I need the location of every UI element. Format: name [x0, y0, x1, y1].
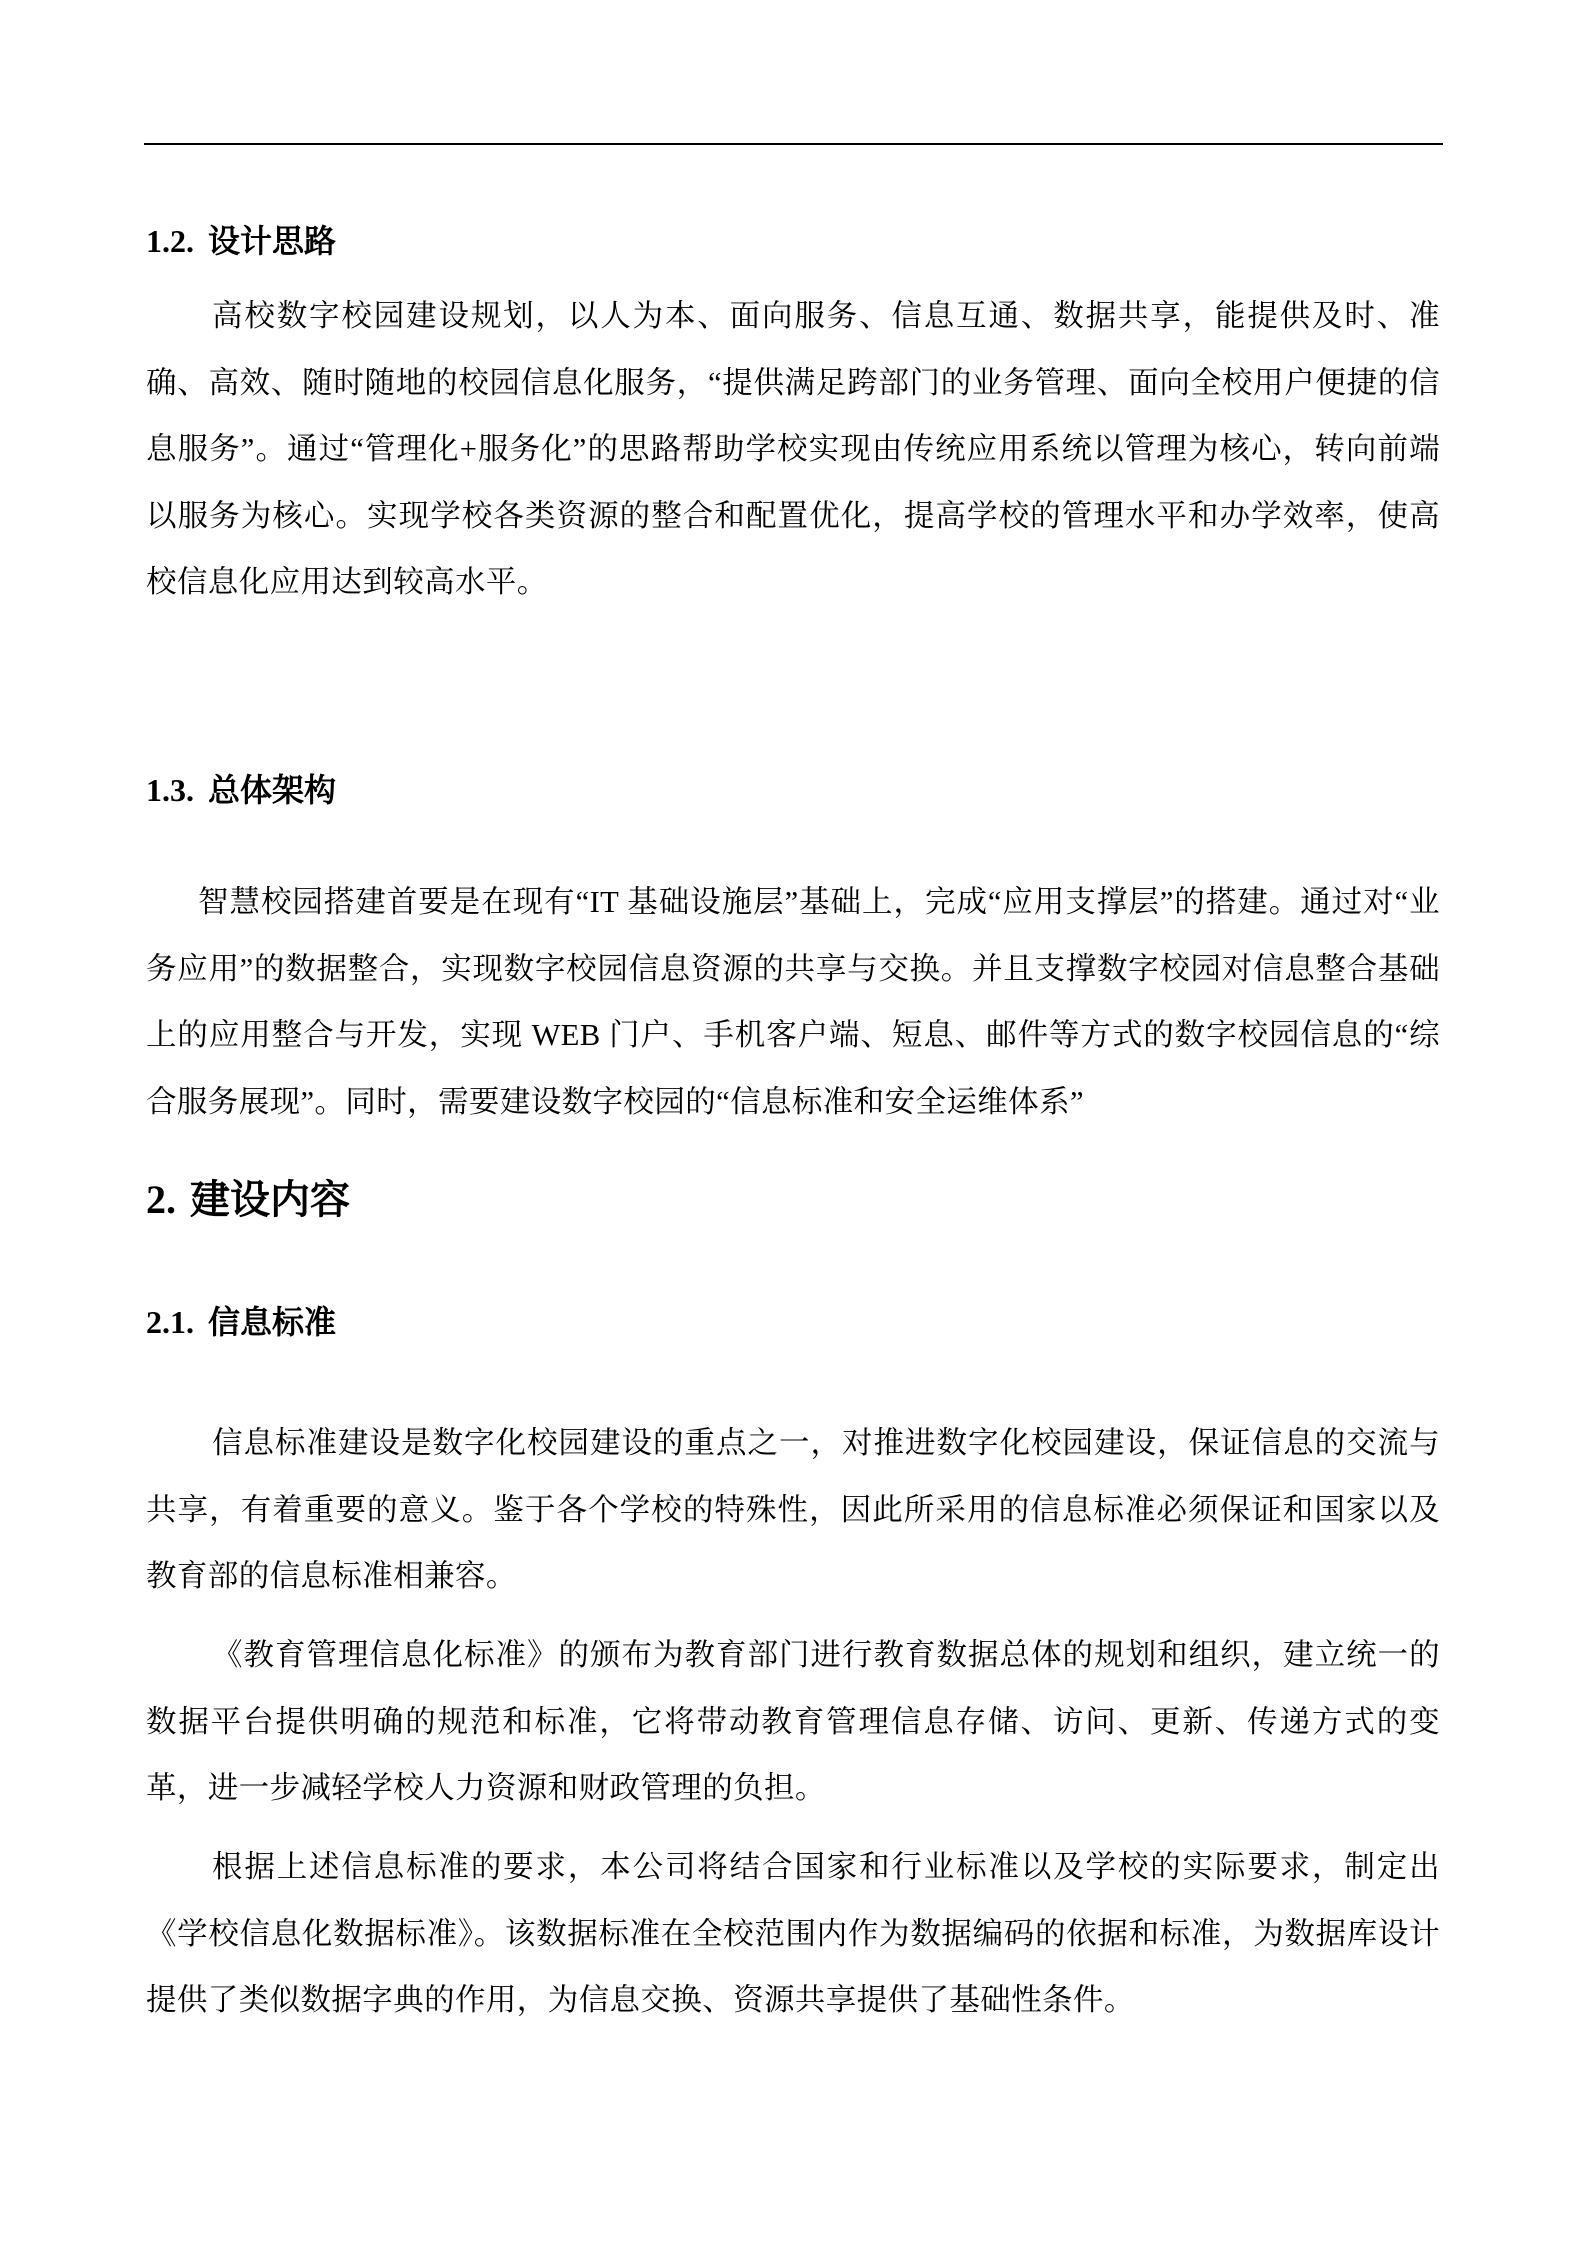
- paragraph-info-standard-3: 根据上述信息标准的要求，本公司将结合国家和行业标准以及学校的实际要求，制定出《学校信息化数据标准》。该数据标准在全校范围内作为数据编码的依据和标准，为数据库设计提供了类似数据字典的作用，为信息交换、资源共享提供了基础性条件。: [146, 1850, 1440, 2017]
- heading-title: 总体架构: [208, 771, 337, 809]
- paragraph-design-ideas: 高校数字校园建设规划，以人为本、面向服务、信息互通、数据共享，能提供及时、准确、高效、随时随地的校园信息化服务，“提供满足跨部门的业务管理、面向全校用户便捷的信息服务”。通过“管理化+服务化”的思路帮助学校实现由传统应用系统以管理为核心，转向前端以服务为核心。实现学校各类资源的整合和配置优化，提高学校的管理水平和办学效率，使高校信息化应用达到较高水平。: [146, 299, 1440, 599]
- heading-2-1: [146, 1302, 1440, 1342]
- heading-number: 1.3.: [146, 772, 194, 808]
- heading-number: 2.: [146, 1177, 176, 1222]
- paragraph-info-standard-1: 信息标准建设是数字化校园建设的重点之一，对推进数字化校园建设，保证信息的交流与共享，有着重要的意义。鉴于各个学校的特殊性，因此所采用的信息标准必须保证和国家以及教育部的信息标准相兼容。: [146, 1426, 1440, 1593]
- heading-title: 建设内容: [190, 1177, 350, 1223]
- heading-number: 2.1.: [146, 1304, 194, 1340]
- heading-1-2: [146, 221, 1440, 261]
- heading-1-3: [146, 770, 1440, 810]
- heading-title: 设计思路: [208, 222, 337, 260]
- paragraph-info-standard-2: 《教育管理信息化标准》的颁布为教育部门进行教育数据总体的规划和组织，建立统一的数据平台提供明确的规范和标准，它将带动教育管理信息存储、访问、更新、传递方式的变革，进一步减轻学校人力资源和财政管理的负担。: [146, 1638, 1440, 1805]
- heading-title: 信息标准: [208, 1303, 337, 1341]
- paragraph-overall-architecture: 智慧校园搭建首要是在现有“IT 基础设施层”基础上，完成“应用支撑层”的搭建。通过对“业务应用”的数据整合，实现数字校园信息资源的共享与交换。并且支撑数字校园对信息整合基础上的应用整合与开发，实现 WEB 门户、手机客户端、短息、邮件等方式的数字校园信息的“综合服务展现”。同时，需要建设数字校园的“信息标准和安全运维体系”: [146, 885, 1440, 1119]
- header-rule: [144, 143, 1443, 145]
- heading-number: 1.2.: [146, 223, 194, 259]
- heading-2: [146, 1176, 1440, 1224]
